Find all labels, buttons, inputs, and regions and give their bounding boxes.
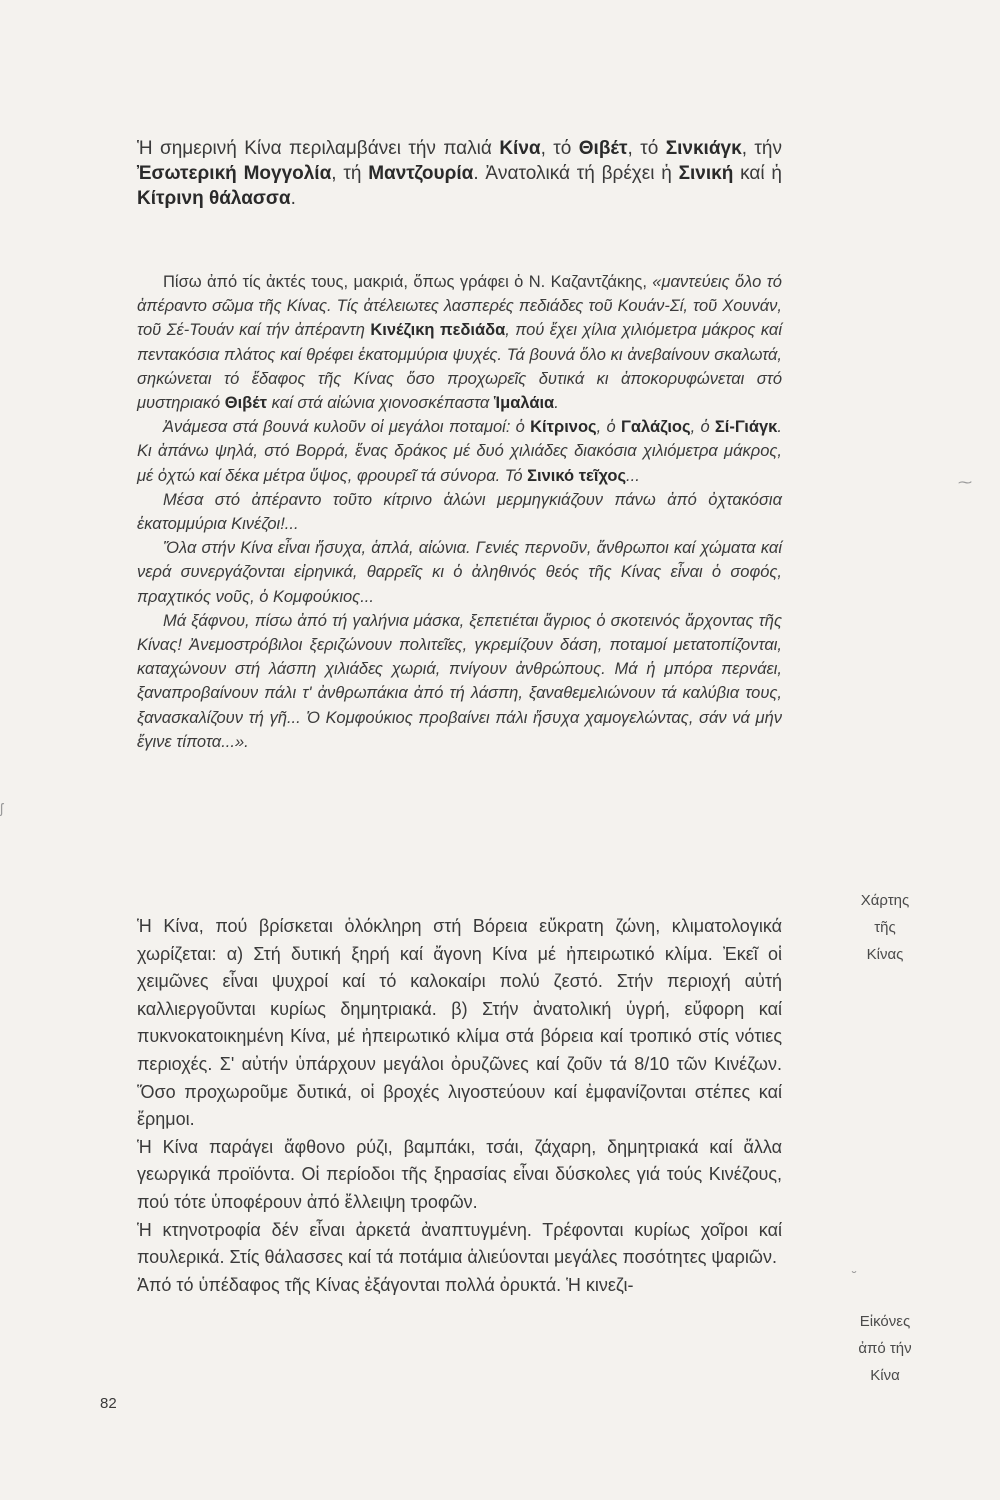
intro-paragraph: [137, 136, 782, 211]
quote-bold: Κίτρινος: [530, 418, 597, 437]
intro-bold: Κίτρινη θάλασσα: [137, 188, 291, 209]
body-paragraph-climate: Ἡ Κίνα, πού βρίσκεται ὁλόκληρη στή Βόρεια εὔκρατη ζώνη, κλιματολογικά χωρίζεται: α) Στή δυτική ξηρή καί ἄγονη Κίνα μέ ἠπειρωτικό κλίμα. Ἐκεῖ οἱ χειμῶνες εἶναι ψυχροί καί τό καλοκαίρι πολύ ζεστό. Στήν περιοχή αὐτή καλλιεργοῦνται κυρίως δημητριακά. β) Στήν ἀνατολική ὑγρή, εὔφορη καί πυκνοκατοικημένη Κίνα, μέ ἠπειρωτικό κλίμα στά βόρεια καί τροπικό στίς νότιες περιοχές. Σ' αὐτήν ὑπάρχουν μεγάλοι ὀρυζῶνες καί ζοῦν τά 8/10 τῶν Κινέζων. Ὅσο προχωροῦμε δυτικά, οἱ βροχές λιγοστεύουν καί ἐμφανίζονται στέπες καί ἔρημοι.: [137, 916, 782, 1130]
quote-text: «μαντεύεις ὅλο τό ἀπέραντο σῶμα τῆς Κίνας. Τίς ἀτέλειωτες λασπερές πεδιάδες τοῦ Κουάν-Σί, τοῦ Χουνάν, τοῦ Σέ-Τουάν καί τήν ἀπέραντη: [137, 273, 782, 340]
kazantzakis-quote: [137, 270, 782, 754]
side-note-line: Εἰκόνες: [859, 1313, 911, 1330]
side-note-line: ἀπό τήν: [858, 1340, 912, 1357]
intro-bold: Ἐσωτερική Μογγολία: [137, 163, 332, 184]
quote-bold: Σί-Γιάγκ: [714, 418, 778, 437]
side-note-line: τῆς: [874, 919, 896, 936]
intro-bold: Θιβέτ: [578, 138, 628, 159]
quote-text: ...: [626, 466, 640, 485]
quote-paragraph-3: Μέσα στό ἀπέραντο τοῦτο κίτρινο ἁλώνι μερμηγκιάζουν πάνω ἀπό ὀχτακόσια ἑκατομμύρια Κινέζοι!...: [137, 490, 782, 534]
page-number: 82: [100, 1395, 117, 1412]
side-note-line: Χάρτης: [860, 892, 910, 909]
side-note-images: [840, 1308, 930, 1389]
quote-text: Ἀνάμεσα στά βουνά κυλοῦν οἱ μεγάλοι ποταμοί: ὁ: [163, 418, 531, 437]
quote-bold: Θιβέτ: [224, 394, 268, 413]
quote-text: Πίσω ἀπό τίς ἀκτές τους, μακριά, ὅπως γράφει ὁ Ν. Καζαντζάκης,: [163, 273, 653, 291]
quote-bold: Κινέζικη πεδιάδα: [370, 321, 506, 340]
quote-text: καί στά αἰώνια χιονοσκέπαστα: [267, 394, 494, 413]
quote-text: .: [554, 394, 559, 413]
body-paragraph-minerals: Ἀπό τό ὑπέδαφος τῆς Κίνας ἐξάγονται πολλά ὀρυκτά. Ἡ κινεζι-: [137, 1274, 634, 1295]
quote-bold: Ἱμαλάια: [493, 394, 555, 413]
intro-text: , τό: [627, 138, 666, 159]
body-paragraph-livestock: Ἡ κτηνοτροφία δέν εἶναι ἀρκετά ἀναπτυγμένη. Τρέφονται κυρίως χοῖροι καί πουλερικά. Στίς θάλασσες καί τά ποτάμια ἁλιεύονται μεγάλες ποσότητες ψαριῶν.: [137, 1219, 782, 1268]
side-note-line: Κίνα: [870, 1367, 900, 1384]
intro-text: .: [290, 188, 296, 209]
margin-mark: ʃ: [0, 800, 4, 816]
margin-mark: ˘: [852, 1268, 857, 1284]
body-text: [137, 913, 782, 1299]
intro-text: , τή: [331, 163, 369, 184]
quote-text: , πού ἔχει χίλια χιλιόμετρα μάκρος καί πεντακόσια πλάτος καί θρέφει ἑκατομμύρια ψυχές. Τά βουνά ὅλο κι ἀνεβαίνουν σκαλωτά, σηκώνεται τό ἔδαφος τῆς Κίνας ὅσο προχωρεῖς δυτικά κι ἀποκορυφώνεται στό μυστηριακό: [137, 321, 782, 413]
side-note-map: [840, 887, 930, 968]
intro-text: Ἡ σημερινή Κίνα περιλαμβάνει τήν παλιά: [137, 138, 500, 159]
quote-paragraph-5: Μά ξάφνου, πίσω ἀπό τή γαλήνια μάσκα, ξεπετιέται ἄγριος ὁ σκοτεινός ἄρχοντας τῆς Κίνας! Ἀνεμοστρόβιλοι ξεριζώνουν πολιτεῖες, γκρεμίζουν δάση, ποταμοί μετατοπίζονται, καταχώνουν στή λάσπη χιλιάδες χωριά, πνίγουν ἀνθρώπους. Μά ἡ μπόρα περνάει, ξαναπροβαίνουν πάλι τ' ἀνθρωπάκια ἀπό τή λάσπη, ξαναθεμελιώνουν τά καλύβια τους, ξανασκαλίζουν τή γῆ... Ὁ Κομφούκιος προβαίνει πάλι ἥσυχα χαμογελώντας, σάν νά μήν ἔγινε τίποτα...».: [137, 611, 782, 751]
margin-mark: ⁓: [958, 474, 972, 490]
quote-paragraph-4: Ὅλα στήν Κίνα εἶναι ἥσυχα, ἁπλά, αἰώνια. Γενιές περνοῦν, ἄνθρωποι καί χώματα καί νερά συνεργάζονται εἰρηνικά, θαρρεῖς κι ὁ ἀληθινός θεός τῆς Κίνας εἶναι ὁ σοφός, πραχτικός νοῦς, ὁ Κομφούκιος...: [137, 539, 782, 606]
intro-text: καί ἡ: [733, 163, 782, 184]
intro-bold: Σινκιάγκ: [665, 138, 742, 159]
quote-paragraph-1: [137, 270, 782, 415]
intro-bold: Μαντζουρία: [368, 163, 474, 184]
quote-text: , ὁ: [596, 418, 621, 437]
quote-bold: Γαλάζιος: [620, 418, 691, 437]
intro-text: , τό: [540, 138, 579, 159]
quote-text: . Κι ἀπάνω ψηλά, στό Βορρά, ἕνας δράκος μέ δυό χιλιάδες διακόσια χιλιόμετρα μάκρος, μέ ὀχτώ καί δέκα μέτρα ὕψος, φρουρεῖ τά σύνορα. Τό: [137, 418, 782, 485]
intro-text: . Ἀνατολικά τή βρέχει ἡ: [473, 163, 679, 184]
side-note-line: Κίνας: [866, 946, 904, 963]
body-paragraph-agriculture: Ἡ Κίνα παράγει ἄφθονο ρύζι, βαμπάκι, τσάι, ζάχαρη, δημητριακά καί ἄλλα γεωργικά προϊόντα. Οἱ περίοδοι τῆς ξηρασίας εἶναι δύσκολες γιά τούς Κινέζους, πού τότε ὑποφέρουν ἀπό ἔλλειψη τροφῶν.: [137, 1136, 782, 1212]
quote-text: , ὁ: [690, 418, 715, 437]
intro-bold: Κίνα: [499, 138, 541, 159]
intro-bold: Σινική: [678, 163, 734, 184]
quote-bold: Σινικό τεῖχος: [527, 466, 627, 485]
intro-text: , τήν: [741, 138, 782, 159]
quote-paragraph-2: [137, 415, 782, 488]
